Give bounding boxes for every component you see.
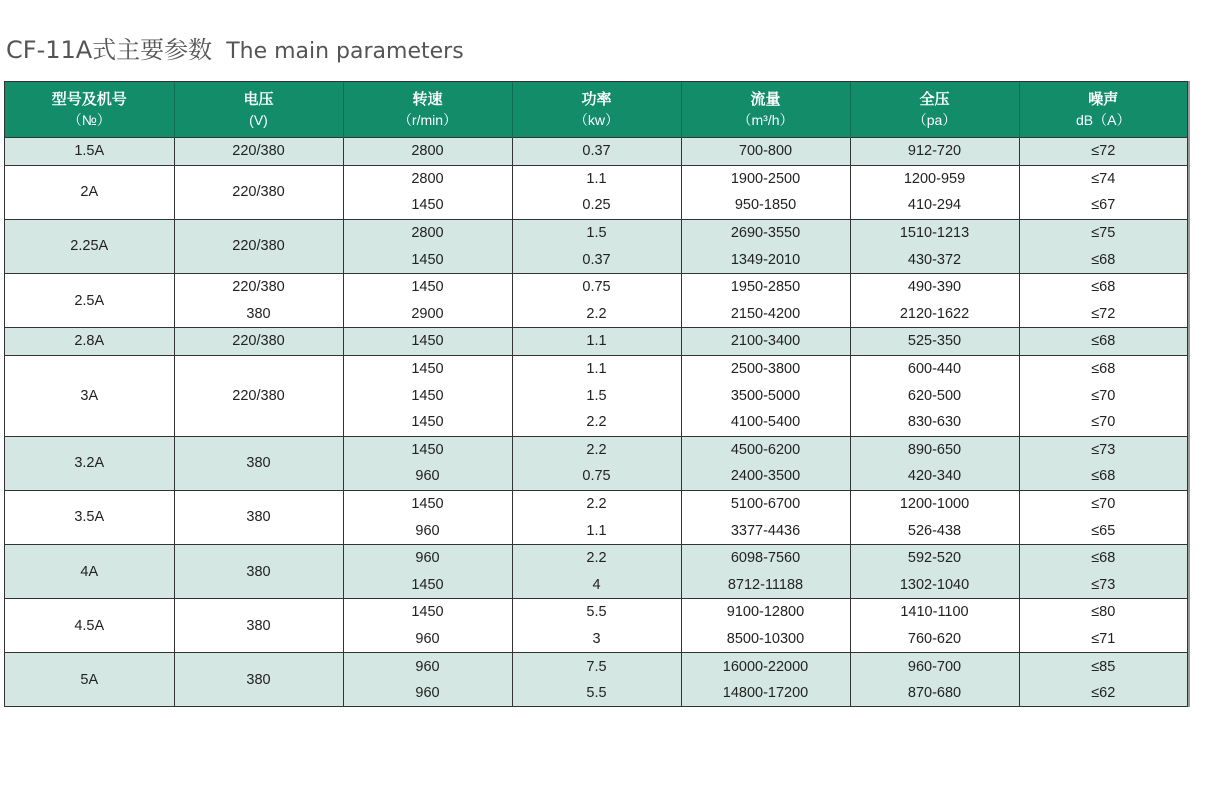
parameters-table — [5, 82, 1187, 706]
flow-cell: 16000-22000 — [681, 653, 850, 680]
pressure-cell: 760-620 — [850, 626, 1019, 653]
model-cell: 2A — [5, 165, 174, 219]
noise-cell: ≤85 — [1019, 653, 1187, 680]
speed-cell: 1450 — [343, 192, 512, 219]
pressure-cell: 592-520 — [850, 544, 1019, 571]
table-body — [5, 138, 1187, 707]
power-cell: 5.5 — [512, 599, 681, 626]
noise-cell: ≤70 — [1019, 409, 1187, 436]
flow-cell: 2400-3500 — [681, 463, 850, 490]
pressure-cell: 620-500 — [850, 382, 1019, 409]
pressure-cell: 410-294 — [850, 192, 1019, 219]
pressure-cell: 430-372 — [850, 246, 1019, 273]
power-cell: 0.37 — [512, 138, 681, 166]
power-cell: 2.2 — [512, 544, 681, 571]
pressure-cell: 526-438 — [850, 517, 1019, 544]
speed-cell: 960 — [343, 626, 512, 653]
model-cell: 4A — [5, 544, 174, 598]
flow-cell: 6098-7560 — [681, 544, 850, 571]
flow-cell: 4500-6200 — [681, 436, 850, 463]
table-row — [5, 436, 1187, 463]
table-row — [5, 301, 1187, 328]
noise-cell: ≤70 — [1019, 490, 1187, 517]
noise-cell: ≤65 — [1019, 517, 1187, 544]
power-cell: 0.75 — [512, 273, 681, 300]
pressure-cell: 1510-1213 — [850, 219, 1019, 246]
flow-cell: 4100-5400 — [681, 409, 850, 436]
model-cell: 2.25A — [5, 219, 174, 273]
voltage-cell: 220/380 — [174, 165, 343, 219]
power-cell: 2.2 — [512, 490, 681, 517]
noise-cell: ≤72 — [1019, 301, 1187, 328]
pressure-cell: 600-440 — [850, 355, 1019, 382]
flow-cell: 2150-4200 — [681, 301, 850, 328]
header-voltage: 电压 (V) — [174, 82, 343, 138]
voltage-cell: 220/380 — [174, 355, 343, 436]
pressure-cell: 1410-1100 — [850, 599, 1019, 626]
pressure-cell: 2120-1622 — [850, 301, 1019, 328]
noise-cell: ≤68 — [1019, 355, 1187, 382]
power-cell: 0.37 — [512, 246, 681, 273]
power-cell: 4 — [512, 572, 681, 599]
header-speed: 转速 （r/min） — [343, 82, 512, 138]
noise-cell: ≤71 — [1019, 626, 1187, 653]
flow-cell: 950-1850 — [681, 192, 850, 219]
header-row — [5, 82, 1187, 138]
noise-cell: ≤74 — [1019, 165, 1187, 192]
table-row — [5, 653, 1187, 680]
noise-cell: ≤67 — [1019, 192, 1187, 219]
noise-cell: ≤62 — [1019, 680, 1187, 707]
voltage-cell: 380 — [174, 490, 343, 544]
page-title — [6, 30, 464, 65]
speed-cell: 960 — [343, 653, 512, 680]
model-cell: 3.2A — [5, 436, 174, 490]
model-cell: 2.5A — [5, 273, 174, 327]
speed-cell: 1450 — [343, 246, 512, 273]
voltage-cell: 220/380 — [174, 328, 343, 356]
noise-cell: ≤73 — [1019, 572, 1187, 599]
model-cell: 4.5A — [5, 599, 174, 653]
voltage-cell: 380 — [174, 544, 343, 598]
pressure-cell: 525-350 — [850, 328, 1019, 356]
noise-cell: ≤72 — [1019, 138, 1187, 166]
voltage-cell: 220/380 — [174, 219, 343, 273]
power-cell: 1.5 — [512, 219, 681, 246]
voltage-cell: 220/380 — [174, 138, 343, 166]
header-model: 型号及机号 （№） — [5, 82, 174, 138]
power-cell: 0.25 — [512, 192, 681, 219]
voltage-cell: 220/380 — [174, 273, 343, 300]
noise-cell: ≤68 — [1019, 328, 1187, 356]
pressure-cell: 1302-1040 — [850, 572, 1019, 599]
table-row — [5, 138, 1187, 166]
power-cell: 2.2 — [512, 409, 681, 436]
power-cell: 5.5 — [512, 680, 681, 707]
flow-cell: 2500-3800 — [681, 355, 850, 382]
table-row — [5, 328, 1187, 356]
speed-cell: 2800 — [343, 219, 512, 246]
speed-cell: 1450 — [343, 409, 512, 436]
power-cell: 1.1 — [512, 517, 681, 544]
speed-cell: 960 — [343, 517, 512, 544]
flow-cell: 700-800 — [681, 138, 850, 166]
header-pressure: 全压 （pa） — [850, 82, 1019, 138]
flow-cell: 3377-4436 — [681, 517, 850, 544]
pressure-cell: 960-700 — [850, 653, 1019, 680]
power-cell: 1.1 — [512, 355, 681, 382]
speed-cell: 1450 — [343, 355, 512, 382]
table-row — [5, 544, 1187, 571]
speed-cell: 1450 — [343, 599, 512, 626]
noise-cell: ≤70 — [1019, 382, 1187, 409]
voltage-cell: 380 — [174, 653, 343, 707]
speed-cell: 1450 — [343, 490, 512, 517]
pressure-cell: 420-340 — [850, 463, 1019, 490]
power-cell: 7.5 — [512, 653, 681, 680]
speed-cell: 2800 — [343, 165, 512, 192]
model-cell: 1.5A — [5, 138, 174, 166]
speed-cell: 2800 — [343, 138, 512, 166]
voltage-cell: 380 — [174, 436, 343, 490]
noise-cell: ≤68 — [1019, 463, 1187, 490]
table-right-shadow — [1188, 81, 1190, 707]
power-cell: 1.1 — [512, 328, 681, 356]
flow-cell: 1900-2500 — [681, 165, 850, 192]
header-flow: 流量 （m³/h） — [681, 82, 850, 138]
speed-cell: 960 — [343, 463, 512, 490]
power-cell: 0.75 — [512, 463, 681, 490]
power-cell: 2.2 — [512, 301, 681, 328]
noise-cell: ≤80 — [1019, 599, 1187, 626]
flow-cell: 8712-11188 — [681, 572, 850, 599]
noise-cell: ≤68 — [1019, 544, 1187, 571]
speed-cell: 960 — [343, 680, 512, 707]
power-cell: 1.5 — [512, 382, 681, 409]
noise-cell: ≤68 — [1019, 273, 1187, 300]
table-row — [5, 273, 1187, 300]
model-cell: 2.8A — [5, 328, 174, 356]
power-cell: 3 — [512, 626, 681, 653]
model-cell: 3A — [5, 355, 174, 436]
noise-cell: ≤73 — [1019, 436, 1187, 463]
flow-cell: 9100-12800 — [681, 599, 850, 626]
speed-cell: 1450 — [343, 572, 512, 599]
flow-cell: 3500-5000 — [681, 382, 850, 409]
table-row — [5, 599, 1187, 626]
speed-cell: 1450 — [343, 436, 512, 463]
speed-cell: 2900 — [343, 301, 512, 328]
flow-cell: 2690-3550 — [681, 219, 850, 246]
title-en: The main parameters — [226, 39, 464, 64]
model-cell: 3.5A — [5, 490, 174, 544]
parameters-table-frame — [4, 81, 1188, 707]
table-row — [5, 219, 1187, 246]
speed-cell: 1450 — [343, 273, 512, 300]
pressure-cell: 870-680 — [850, 680, 1019, 707]
flow-cell: 5100-6700 — [681, 490, 850, 517]
noise-cell: ≤75 — [1019, 219, 1187, 246]
model-cell: 5A — [5, 653, 174, 707]
flow-cell: 8500-10300 — [681, 626, 850, 653]
voltage-cell: 380 — [174, 301, 343, 328]
pressure-cell: 1200-959 — [850, 165, 1019, 192]
pressure-cell: 490-390 — [850, 273, 1019, 300]
power-cell: 2.2 — [512, 436, 681, 463]
flow-cell: 1950-2850 — [681, 273, 850, 300]
pressure-cell: 830-630 — [850, 409, 1019, 436]
pressure-cell: 890-650 — [850, 436, 1019, 463]
table-row — [5, 490, 1187, 517]
flow-cell: 14800-17200 — [681, 680, 850, 707]
table-row — [5, 165, 1187, 192]
noise-cell: ≤68 — [1019, 246, 1187, 273]
flow-cell: 2100-3400 — [681, 328, 850, 356]
table-row — [5, 355, 1187, 382]
title-cn: CF-11A式主要参数 — [6, 36, 213, 64]
speed-cell: 960 — [343, 544, 512, 571]
voltage-cell: 380 — [174, 599, 343, 653]
power-cell: 1.1 — [512, 165, 681, 192]
header-power: 功率 （kw） — [512, 82, 681, 138]
speed-cell: 1450 — [343, 382, 512, 409]
header-noise: 噪声 dB（A） — [1019, 82, 1187, 138]
pressure-cell: 912-720 — [850, 138, 1019, 166]
flow-cell: 1349-2010 — [681, 246, 850, 273]
speed-cell: 1450 — [343, 328, 512, 356]
pressure-cell: 1200-1000 — [850, 490, 1019, 517]
